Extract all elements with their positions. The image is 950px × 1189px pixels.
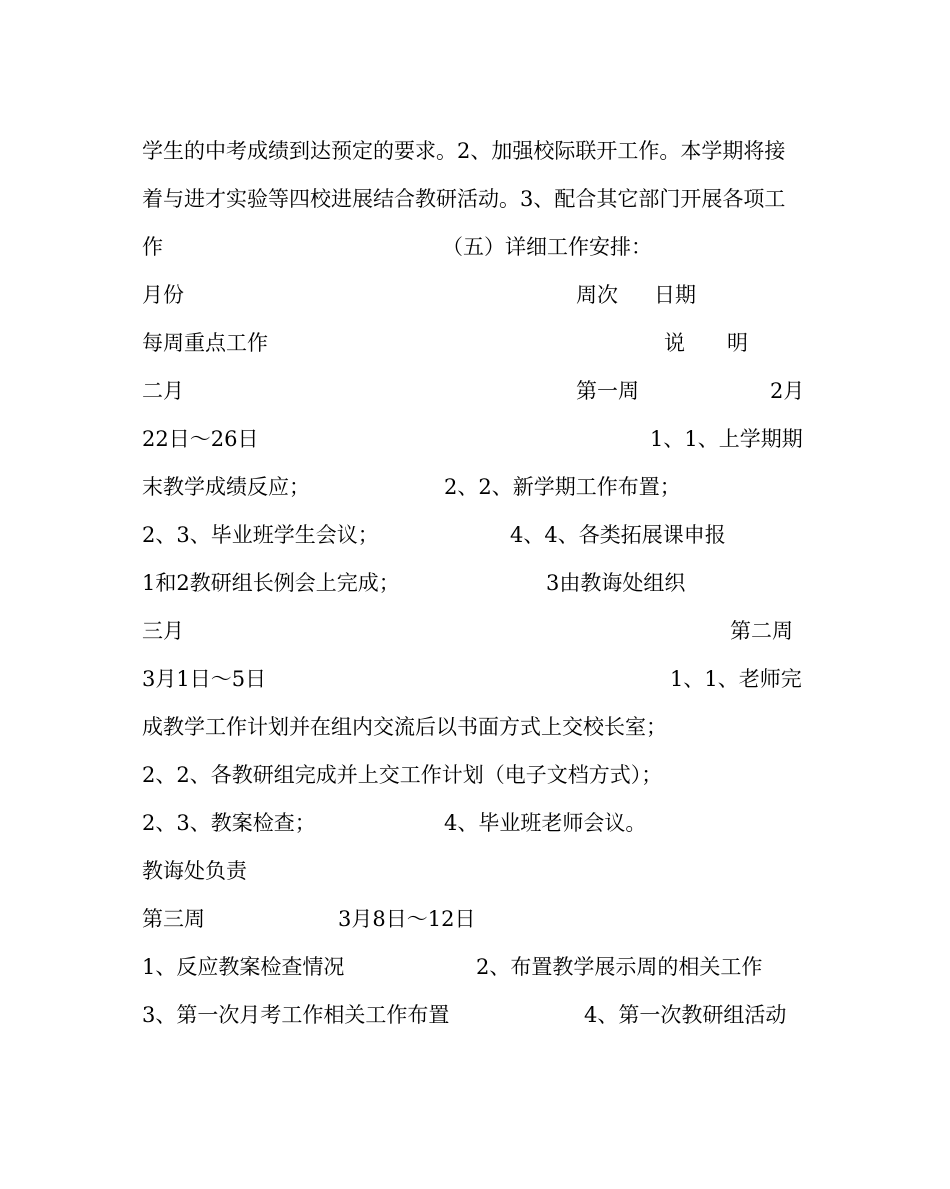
header-month: 月份 (142, 283, 184, 307)
month-label: 二月 (142, 379, 184, 403)
text-line: 教诲处负责 (142, 859, 247, 883)
text-line: 2、布置教学展示周的相关工作 (476, 955, 763, 979)
text-line: 作 (142, 235, 163, 259)
header-focus-work: 每周重点工作 (142, 331, 268, 355)
week-label: 第一周 (576, 379, 639, 403)
month-label: 三月 (142, 619, 184, 643)
date-label: 3月1日～5日 (142, 667, 267, 691)
header-notes: 说 明 (664, 331, 748, 355)
text-line: 1、1、上学期期 (650, 427, 803, 451)
text-line: 4、第一次教研组活动 (584, 1003, 787, 1027)
text-line: 4、毕业班老师会议。 (444, 811, 647, 835)
text-line: 1、1、老师完 (670, 667, 802, 691)
text-line: 学生的中考成绩到达预定的要求。2、加强校际联开工作。本学期将接 (142, 139, 786, 163)
text-line: 3由教诲处组织 (546, 571, 686, 595)
week-label: 第三周 (142, 907, 205, 931)
text-line: 3、第一次月考工作相关工作布置 (142, 1003, 450, 1027)
text-line: 末教学成绩反应； (142, 475, 310, 499)
header-week: 周次 (576, 283, 618, 307)
text-line: 着与进才实验等四校进展结合教研活动。3、配合其它部门开展各项工 (142, 187, 786, 211)
text-line: 2、2、新学期工作布置； (444, 475, 681, 499)
header-date: 日期 (654, 283, 696, 307)
section-heading: （五）详细工作安排： (442, 235, 652, 259)
text-line: 2、2、各教研组完成并上交工作计划（电子文档方式）； (142, 763, 663, 787)
text-line: 2、3、教案检查； (142, 811, 316, 835)
text-line: 1和2教研组长例会上完成； (142, 571, 400, 595)
text-line: 2、3、毕业班学生会议； (142, 523, 379, 547)
text-line: 成教学工作计划并在组内交流后以书面方式上交校长室； (142, 715, 667, 739)
text-line: 4、4、各类拓展课申报 (510, 523, 726, 547)
date-label: 3月8日～12日 (338, 907, 476, 931)
date-label: 22日～26日 (142, 427, 259, 451)
text-line: 1、反应教案检查情况 (142, 955, 345, 979)
date-label: 2月 (770, 379, 805, 403)
week-label: 第二周 (730, 619, 793, 643)
